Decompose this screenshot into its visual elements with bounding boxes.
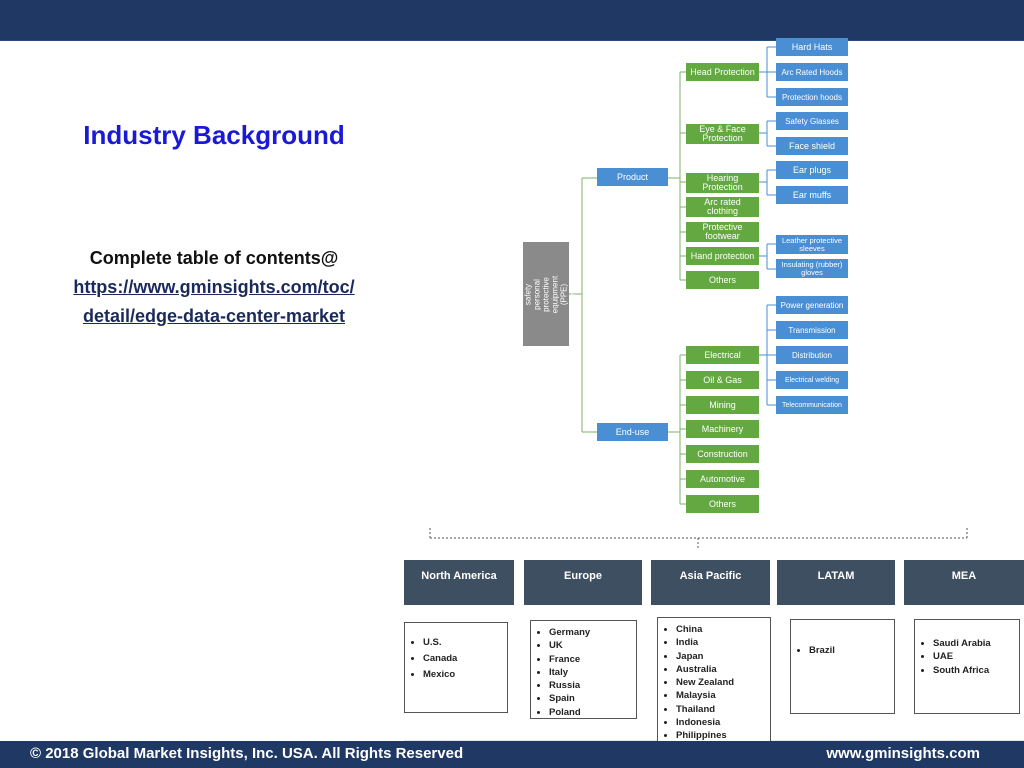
country-item: • China	[676, 623, 770, 636]
country-item: • Russia	[549, 679, 636, 692]
enduse-machinery: Machinery	[686, 420, 759, 438]
country-item: • Thailand	[676, 703, 770, 716]
category-eye-face: Eye & Face Protection	[686, 124, 759, 144]
footer-copyright: © 2018 Global Market Insights, Inc. USA. All Rights Reserved	[30, 745, 464, 762]
country-item: • Australia	[676, 663, 770, 676]
enduse-electrical: Electrical	[686, 346, 759, 364]
country-item: • Indonesia	[676, 716, 770, 729]
sub-arc-rated-hoods: Arc Rated Hoods	[776, 63, 848, 81]
enduse-mining: Mining	[686, 396, 759, 414]
sub-electrical-welding: Electrical welding	[776, 371, 848, 389]
toc-link-line1[interactable]: https://www.gminsights.com/toc/	[73, 277, 355, 297]
sub-transmission: Transmission	[776, 321, 848, 339]
diagram-root: Electrical safety personal protective equipment (PPE) market	[523, 242, 569, 346]
sub-insulating-gloves: Insulating (rubber) gloves	[776, 259, 848, 278]
sub-distribution: Distribution	[776, 346, 848, 364]
product-node: Product	[597, 168, 668, 186]
country-item: • Germany	[549, 626, 636, 639]
countries-north-america	[404, 622, 508, 713]
region-north-america: North America	[404, 560, 514, 605]
country-item: • Poland	[549, 706, 636, 719]
toc-link-line2[interactable]: detail/edge-data-center-market	[82, 306, 346, 326]
enduse-automotive: Automotive	[686, 470, 759, 488]
sub-protection-hoods: Protection hoods	[776, 88, 848, 106]
sub-leather-sleeves: Leather protective sleeves	[776, 235, 848, 254]
sub-safety-glasses: Safety Glasses	[776, 112, 848, 130]
region-mea: MEA	[904, 560, 1024, 605]
country-item: • Italy	[549, 666, 636, 679]
country-item: • Saudi Arabia	[933, 637, 1019, 650]
enduse-others: Others	[686, 495, 759, 513]
category-product-others: Others	[686, 271, 759, 289]
footer-website[interactable]: www.gminsights.com	[826, 745, 980, 762]
page-title: Industry Background	[83, 120, 345, 150]
region-latam: LATAM	[777, 560, 895, 605]
enduse-node: End-use	[597, 423, 668, 441]
country-item: • U.S.	[423, 635, 507, 651]
sub-ear-plugs: Ear plugs	[776, 161, 848, 179]
country-item: • UAE	[933, 650, 1019, 663]
sub-telecommunication: Telecommunication	[776, 396, 848, 414]
region-europe: Europe	[524, 560, 642, 605]
country-item: • South Africa	[933, 664, 1019, 677]
region-asia-pacific: Asia Pacific	[651, 560, 770, 605]
country-item: • Philippines	[676, 729, 770, 742]
country-item: • Japan	[676, 650, 770, 663]
category-hand-protection: Hand protection	[686, 247, 759, 265]
countries-latam	[790, 619, 895, 714]
sub-ear-muffs: Ear muffs	[776, 186, 848, 204]
country-item: • Spain	[549, 692, 636, 705]
sub-face-shield: Face shield	[776, 137, 848, 155]
category-footwear: Protective footwear	[686, 222, 759, 242]
category-head-protection: Head Protection	[686, 63, 759, 81]
enduse-construction: Construction	[686, 445, 759, 463]
country-item: • New Zealand	[676, 676, 770, 689]
countries-mea	[914, 619, 1020, 714]
country-item: • France	[549, 653, 636, 666]
category-hearing: Hearing Protection	[686, 173, 759, 193]
countries-europe	[530, 620, 637, 719]
toc-label: Complete table of contents@	[89, 248, 339, 268]
enduse-oil-gas: Oil & Gas	[686, 371, 759, 389]
category-arc-clothing: Arc rated clothing	[686, 197, 759, 217]
country-item: • Mexico	[423, 667, 507, 683]
footer-bar	[0, 741, 1024, 768]
country-item: • Canada	[423, 651, 507, 667]
countries-asia-pacific	[657, 617, 771, 741]
sub-power-generation: Power generation	[776, 296, 848, 314]
country-item: • Brazil	[809, 644, 894, 657]
country-item: • India	[676, 636, 770, 649]
country-item: • Malaysia	[676, 689, 770, 702]
country-item: • UK	[549, 639, 636, 652]
sub-hard-hats: Hard Hats	[776, 38, 848, 56]
